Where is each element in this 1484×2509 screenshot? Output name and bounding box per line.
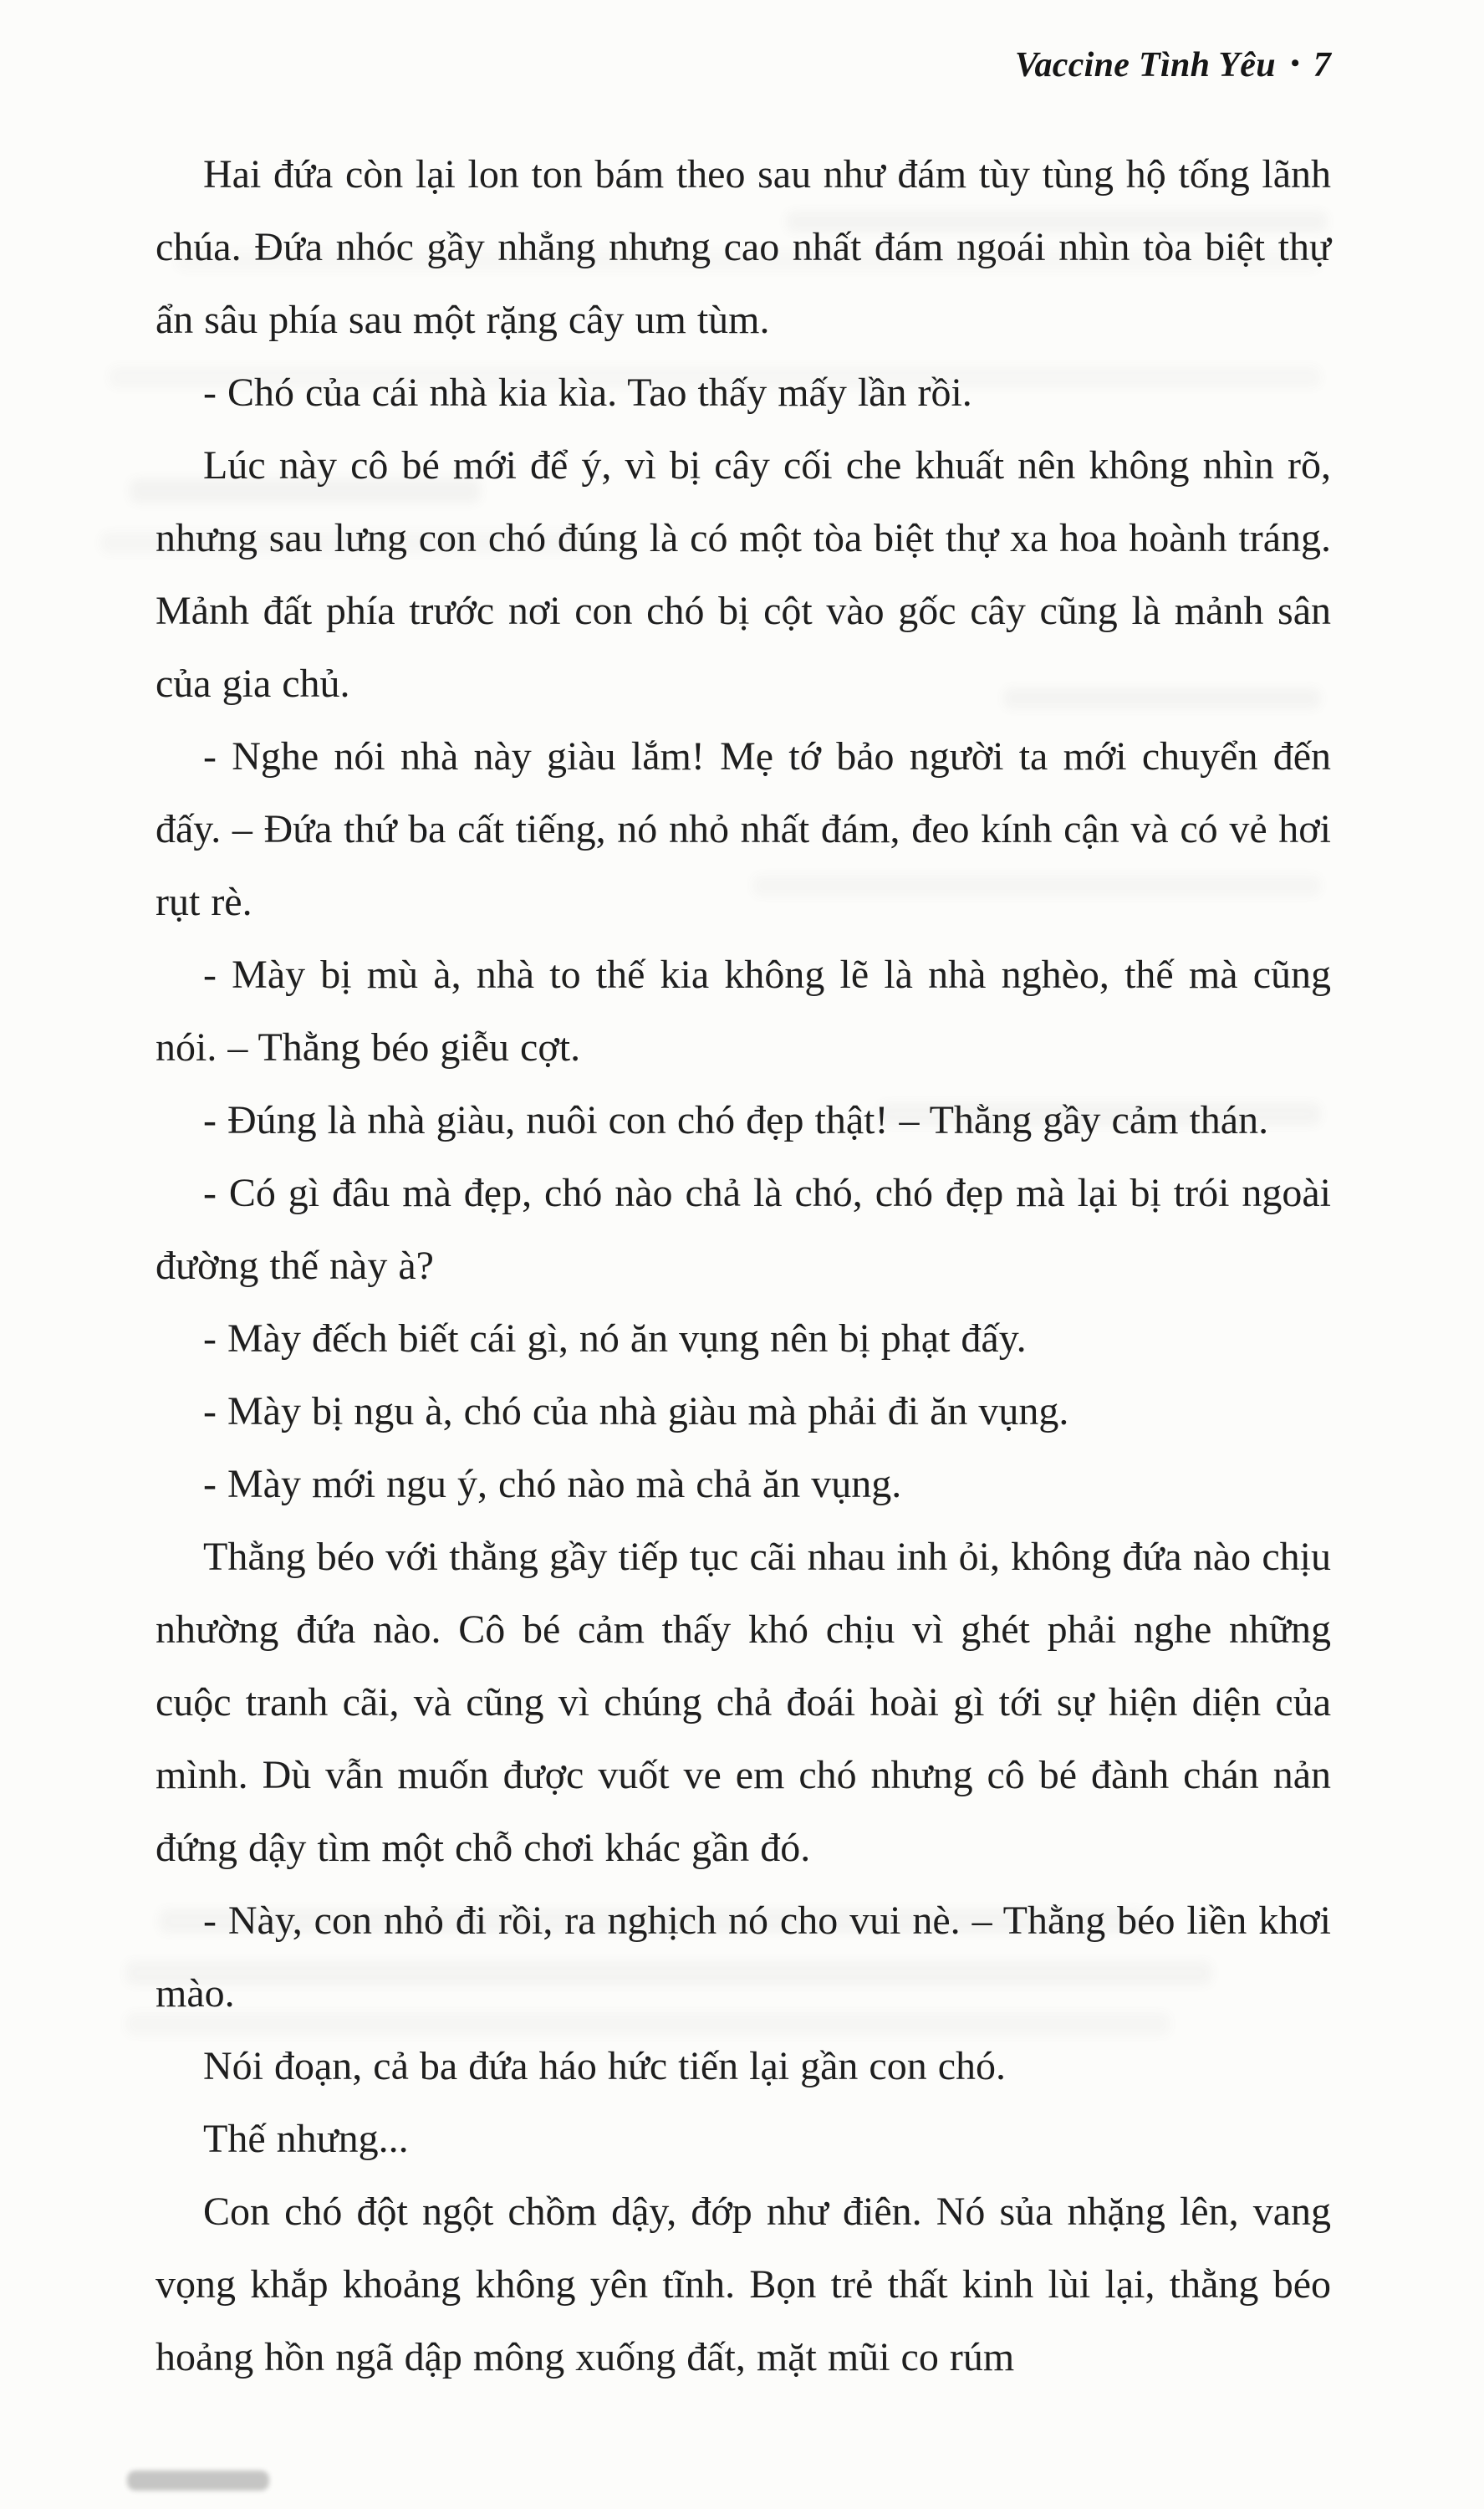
dialogue-paragraph: - Mày đếch biết cái gì, nó ăn vụng nên bị phạt đấy.	[203, 1316, 1027, 1361]
dialogue-paragraph: - Có gì đâu mà đẹp, chó nào chả là chó, chó đẹp mà lại bị trói ngoài đường thế này à?	[156, 1170, 1331, 1288]
dialogue-paragraph: - Mày mới ngu ý, chó nào mà chả ăn vụng.	[203, 1461, 902, 1506]
page-body-text	[156, 138, 1331, 2394]
narration-paragraph: Nói đoạn, cả ba đứa háo hức tiến lại gần con chó.	[203, 2043, 1007, 2088]
running-head	[156, 43, 1331, 88]
separator-bullet: •	[1290, 49, 1300, 77]
narration-paragraph: Hai đứa còn lại lon ton bám theo sau như đám tùy tùng hộ tống lãnh chúa. Đứa nhóc gầy nhẳng nhưng cao nhất đám ngoái nhìn tòa biệt thự ẩn sâu phía sau một rặng cây um tùm.	[156, 151, 1331, 342]
dialogue-paragraph: - Mày bị ngu à, chó của nhà giàu mà phải đi ăn vụng.	[203, 1388, 1069, 1433]
narration-paragraph: Lúc này cô bé mới để ý, vì bị cây cối che khuất nên không nhìn rõ, nhưng sau lưng con chó đúng là có một tòa biệt thự xa hoa hoành tráng. Mảnh đất phía trước nơi con chó bị cột vào gốc cây cũng là mảnh sân của gia chủ.	[156, 442, 1331, 706]
dialogue-paragraph: - Đúng là nhà giàu, nuôi con chó đẹp thật! – Thằng gầy cảm thán.	[203, 1097, 1269, 1142]
narration-paragraph: Thế nhưng...	[203, 2116, 409, 2161]
narration-paragraph: Con chó đột ngột chồm dậy, đớp như điên. Nó sủa nhặng lên, vang vọng khắp khoảng không yên tĩnh. Bọn trẻ thất kinh lùi lại, thằng béo hoảng hồn ngã dập mông xuống đất, mặt mũi co rúm	[156, 2189, 1331, 2379]
book-title: Vaccine Tình Yêu	[1014, 46, 1276, 84]
page-bleed-artifact	[127, 2471, 269, 2491]
page-number: 7	[1313, 46, 1331, 84]
dialogue-paragraph: - Nghe nói nhà này giàu lắm! Mẹ tớ bảo người ta mới chuyển đến đấy. – Đứa thứ ba cất tiếng, nó nhỏ nhất đám, đeo kính cận và có vẻ hơi rụt rè.	[156, 733, 1331, 924]
dialogue-paragraph: - Chó của cái nhà kia kìa. Tao thấy mấy lần rồi.	[203, 370, 972, 415]
narration-paragraph: Thằng béo với thằng gầy tiếp tục cãi nhau inh ỏi, không đứa nào chịu nhường đứa nào. Cô bé cảm thấy khó chịu vì ghét phải nghe những cuộc tranh cãi, và cũng vì chúng chả đoái hoài gì tới sự hiện diện của mình. Dù vẫn muốn được vuốt ve em chó nhưng cô bé đành chán nản đứng dậy tìm một chỗ chơi khác gần đó.	[156, 1534, 1331, 1870]
dialogue-paragraph: - Mày bị mù à, nhà to thế kia không lẽ là nhà nghèo, thế mà cũng nói. – Thằng béo giễu cợt.	[156, 952, 1331, 1070]
dialogue-paragraph: - Này, con nhỏ đi rồi, ra nghịch nó cho vui nè. – Thằng béo liền khơi mào.	[156, 1898, 1331, 2016]
